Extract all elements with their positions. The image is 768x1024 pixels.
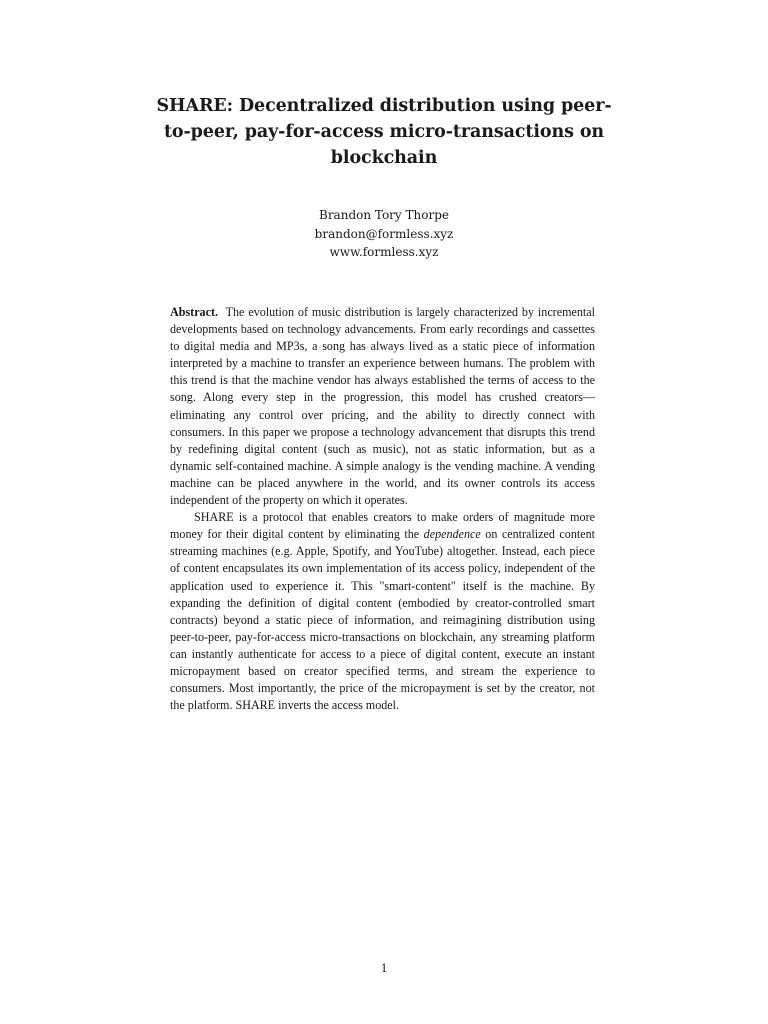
abstract-paragraph-1-text: The evolution of music distribution is largely characterized by incremental developments based on technology advancements. From early recordings and cassettes to digital media and MP3s, a song has always lived as a static piece of information interpreted by a machine to transfer an experience between humans. The problem with this trend is that the machine vendor has always established the terms of access to the song. Along every step in the progression, this model has crushed creators—eliminating any control over pricing, and the ability to directly connect with consumers. In this paper we propose a technology advancement that disrupts this trend by redefining digital content (such as music), not as static information, but as a dynamic self-contained machine. A simple analogy is the vending machine. A vending machine can be placed anywhere in the world, and its owner controls its access independent of the property on which it operates.: [170, 305, 595, 508]
abstract-paragraph-2-after: on centralized content streaming machines (e.g. Apple, Spotify, and YouTube) altogether. Instead, each piece of content encapsulates its own implementation of its access policy, independent of the application used to experience it. This "smart-content" itself is the machine. By expanding the definition of digital content (embodied by creator-controlled smart contracts) beyond a static piece of information, and reimagining distribution using peer-to-peer, pay-for-access micro-transactions on blockchain, any streaming platform can instantly authenticate for access to a piece of digital content, execute an instant micropayment based on creator specified terms, and stream the experience to consumers. Most importantly, the price of the micropayment is set by the creator, not the platform. SHARE inverts the access model.: [170, 527, 596, 713]
abstract-label: Abstract.: [170, 305, 219, 319]
author-website: www.formless.xyz: [329, 245, 439, 259]
abstract-paragraph-2: [170, 509, 595, 714]
abstract-paragraph-2-before: SHARE is a protocol that enables creators to make orders of magnitude more money for their digital content by eliminating the: [170, 510, 595, 542]
abstract-section: [170, 304, 595, 714]
author-email: brandon@formless.xyz: [314, 226, 454, 241]
author-name: Brandon Tory Thorpe: [319, 208, 449, 222]
abstract-paragraph-1: [170, 304, 595, 509]
author-block: [184, 206, 584, 262]
abstract-emphasis: dependence: [423, 527, 481, 542]
paper-title: SHARE: Decentralized distribution using peer-to-peer, pay-for-access micro-transactions on blockchain: [156, 96, 612, 168]
page-number: 1: [380, 960, 388, 975]
